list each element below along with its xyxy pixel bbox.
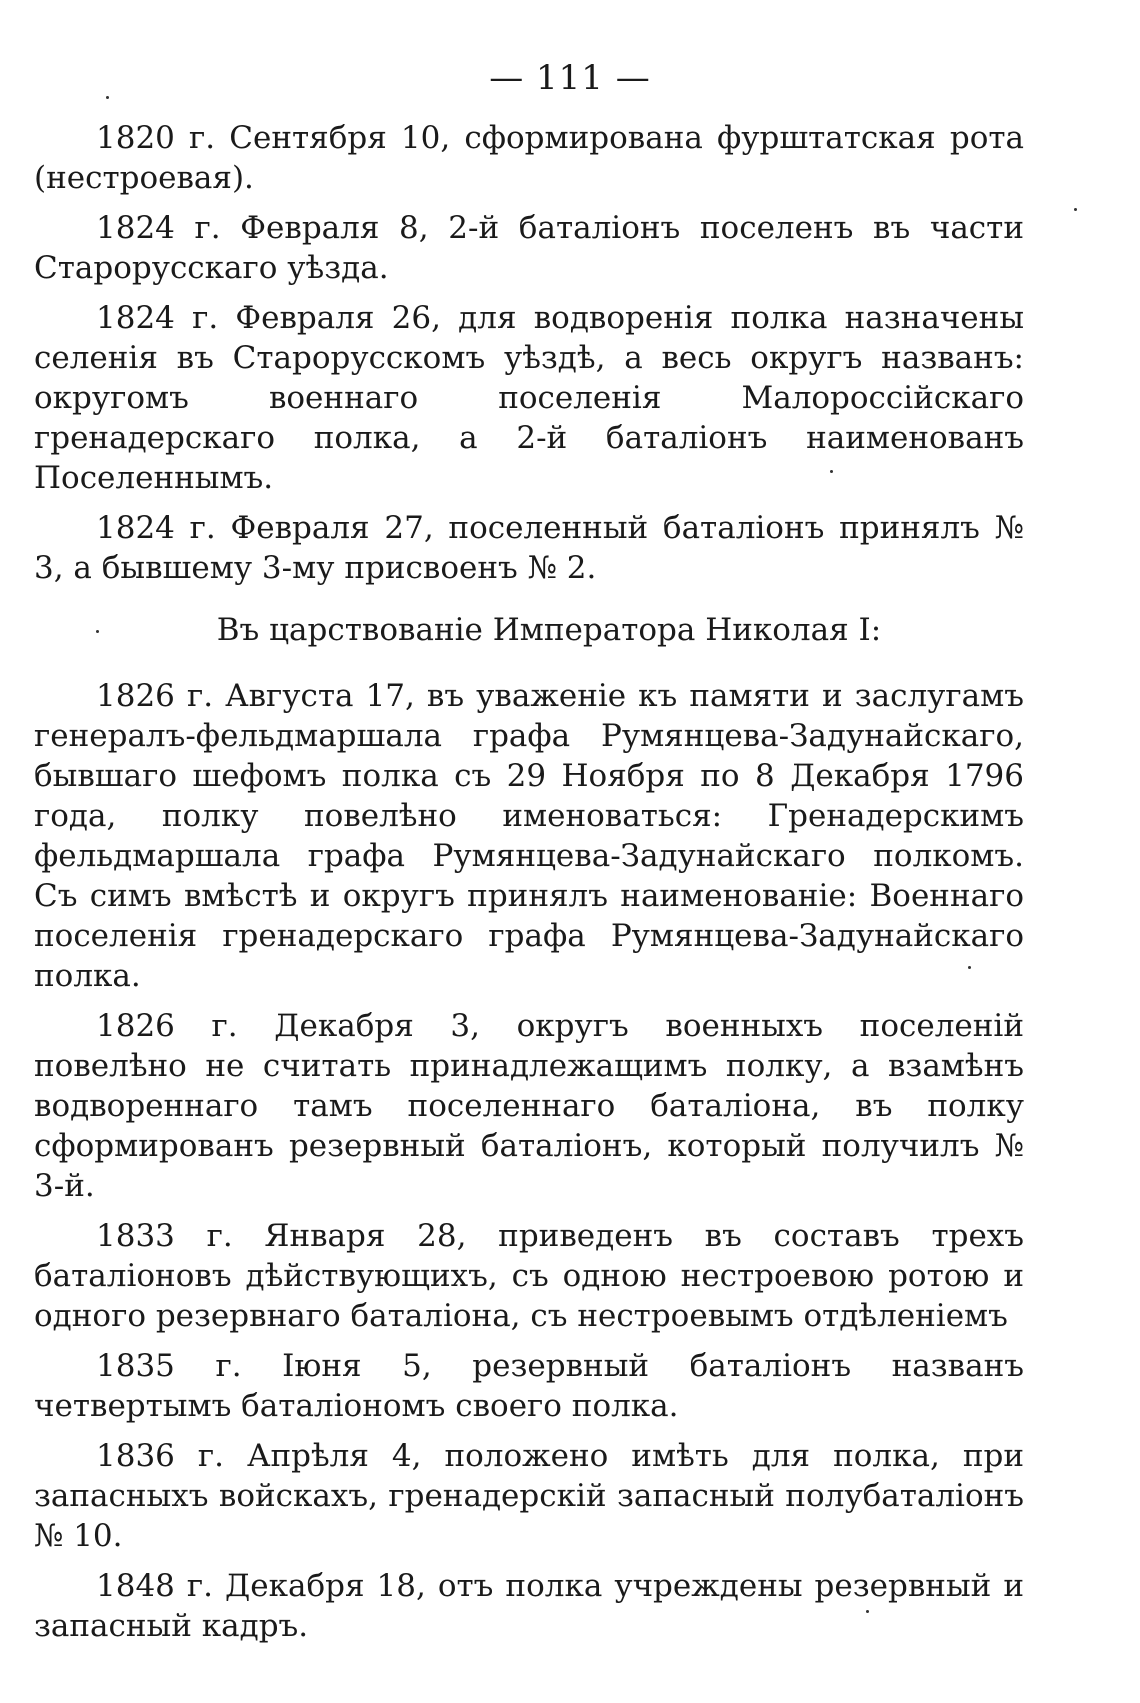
page-number: — 111 —: [489, 58, 651, 98]
chronicle-entry: 1826 г. Декабря 3, округъ военныхъ поселеній повелѣно не считать принадлежащимъ полку, а взамѣнъ водвореннаго тамъ поселеннаго баталіона, въ полку сформированъ резервный баталіонъ, который получилъ № 3-й.: [34, 1008, 1024, 1204]
chronicle-entry: 1820 г. Сентября 10, сформирована фурштатская рота (нестроевая).: [34, 120, 1024, 196]
chronicle-entry: 1824 г. Февраля 27, поселенный баталіонъ принялъ № 3, а бывшему 3-му присвоенъ № 2.: [34, 510, 1024, 586]
print-speck: [830, 470, 833, 473]
print-speck: [106, 96, 109, 99]
chronicle-entry: 1836 г. Апрѣля 4, положено имѣть для полка, при запасныхъ войскахъ, гренадерскій запасный полубаталіонъ № 10.: [34, 1438, 1024, 1554]
print-speck: [1074, 208, 1077, 211]
print-speck: [866, 1610, 869, 1613]
print-speck: [96, 630, 99, 633]
section-heading: Въ царствованіе Императора Николая I:: [216, 612, 882, 648]
chronicle-entry: 1835 г. Іюня 5, резервный баталіонъ названъ четвертымъ баталіономъ своего полка.: [34, 1348, 1024, 1424]
chronicle-entry: 1824 г. Февраля 8, 2-й баталіонъ поселенъ въ части Старорусскаго уѣзда.: [34, 210, 1024, 286]
page-body: [34, 118, 1024, 1656]
chronicle-entry: 1848 г. Декабря 18, отъ полка учреждены резервный и запасный кадръ.: [34, 1568, 1024, 1644]
chronicle-entry: 1833 г. Января 28, приведенъ въ составъ трехъ баталіоновъ дѣйствующихъ, съ одною нестроевою ротою и одного резервнаго баталіона, съ нестроевымъ отдѣленіемъ: [34, 1218, 1024, 1334]
chronicle-entry: 1824 г. Февраля 26, для водворенія полка назначены селенія въ Старорусскомъ уѣздѣ, а весь округъ названъ: округомъ военнаго поселенія Малороссійскаго гренадерскаго полка, а 2-й баталіонъ наименованъ Поселеннымъ.: [34, 300, 1024, 496]
chronicle-entry: 1826 г. Августа 17, въ уваженіе къ памяти и заслугамъ генералъ-фельдмаршала графа Румянцева-Задунайскаго, бывшаго шефомъ полка съ 29 Ноября по 8 Декабря 1796 года, полку повелѣно именоваться: Гренадерскимъ фельдмаршала графа Румянцева-Задунайскаго полкомъ. Съ симъ вмѣстѣ и округъ принялъ наименованіе: Военнаго поселенія гренадерскаго графа Румянцева-Задунайскаго полка.: [34, 678, 1024, 994]
print-speck: [968, 966, 971, 969]
